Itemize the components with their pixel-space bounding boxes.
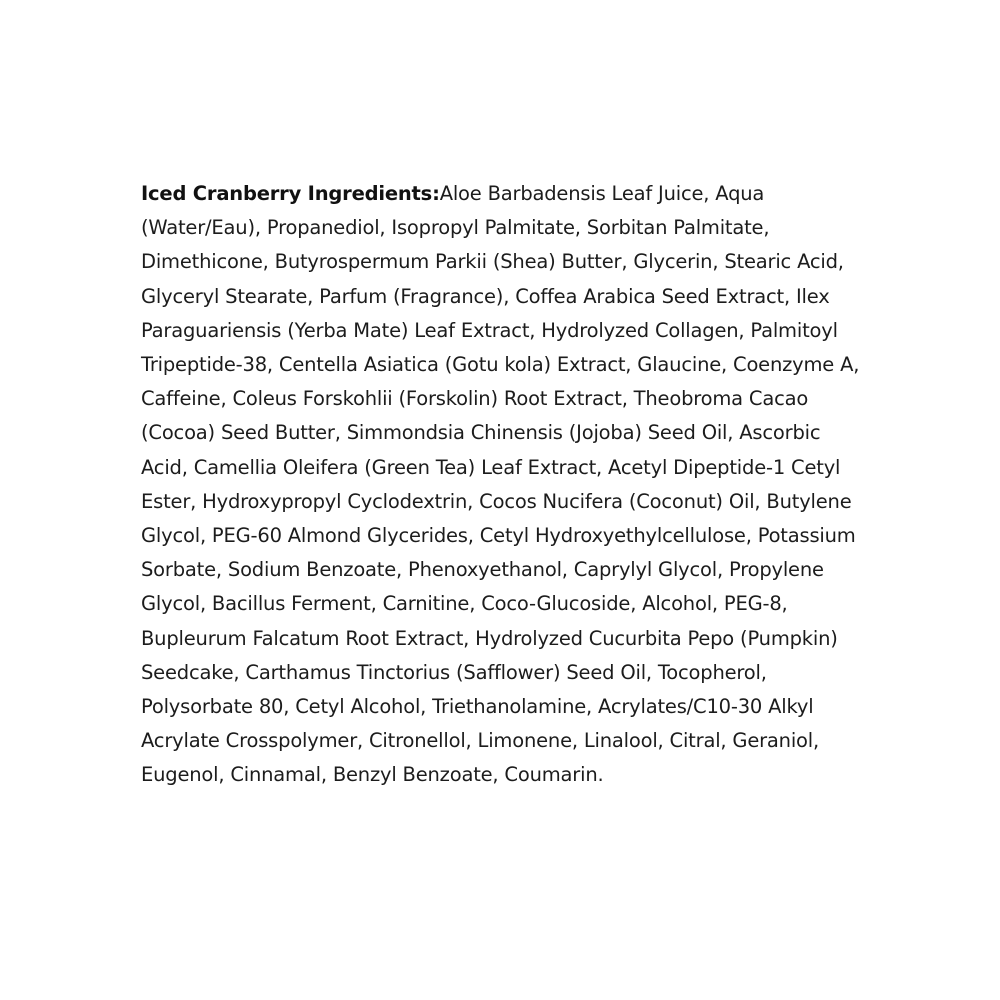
ingredients-list: Aloe Barbadensis Leaf Juice, Aqua (Water/Eau), Propanediol, Isopropyl Palmitate, Sorbitan Palmitate, Dimethicone, Butyrospermum Parkii (Shea) Butter, Glycerin, Stearic Acid, Glyceryl Stearate, Parfum (Fragrance), Coffea Arabica Seed Extract, Ilex Paraguariensis (Yerba Mate) Leaf Extract, Hydrolyzed Collagen, Palmitoyl Tripeptide-38, Centella Asiatica (Gotu kola) Extract, Glaucine, Coenzyme A, Caffeine, Coleus Forskohlii (Forskolin) Root Extract, Theobroma Cacao (Cocoa) Seed Butter, Simmondsia Chinensis (Jojoba) Seed Oil, Ascorbic Acid, Camellia Oleifera (Green Tea) Leaf Extract, Acetyl Dipeptide-1 Cetyl Ester, Hydroxypropyl Cyclodextrin, Cocos Nucifera (Coconut) Oil, Butylene Glycol, PEG-60 Almond Glycerides, Cetyl Hydroxyethylcellulose, Potassium Sorbate, Sodium Benzoate, Phenoxyethanol, Caprylyl Glycol, Propylene Glycol, Bacillus Ferment, Carnitine, Coco-Glucoside, Alcohol, PEG-8, Bupleurum Falcatum Root Extract, Hydrolyzed Cucurbita Pepo (Pumpkin) Seedcake, Carthamus Tinctorius (Safflower) Seed Oil, Tocopherol, Polysorbate 80, Cetyl Alcohol, Triethanolamine, Acrylates/C10-30 Alkyl Acrylate Crosspolymer, Citronellol, Limonene, Linalool, Citral, Geraniol, Eugenol, Cinnamal, Benzyl Benzoate, Coumarin. — [141, 182, 860, 787]
ingredients-paragraph — [141, 177, 871, 793]
ingredients-heading: Iced Cranberry Ingredients: — [141, 182, 440, 205]
